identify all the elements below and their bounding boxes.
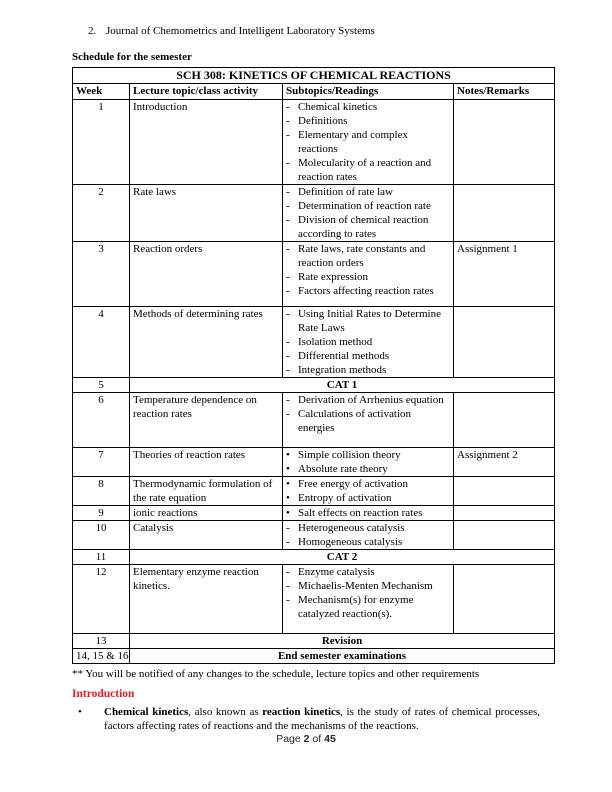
- subtopic-text: Using Initial Rates to Determine Rate Laws: [298, 308, 441, 334]
- bullet-icon: •: [78, 706, 82, 718]
- dash-bullet-icon: -: [286, 214, 290, 226]
- subtopic-line: [286, 462, 450, 476]
- subtopic-text: Definition of rate law: [298, 186, 393, 198]
- subtopic-line: [286, 349, 450, 363]
- subtopic-text: Homogeneous catalysis: [298, 536, 403, 548]
- subtopics-cell: [283, 448, 454, 477]
- table-title: SCH 308: KINETICS OF CHEMICAL REACTIONS: [73, 68, 555, 84]
- notes-cell: [454, 185, 555, 242]
- notes-cell: [454, 565, 555, 634]
- dash-bullet-icon: -: [286, 115, 290, 127]
- dash-bullet-icon: -: [286, 243, 290, 255]
- dash-bullet-icon: -: [286, 200, 290, 212]
- notes-cell: [454, 521, 555, 550]
- table-row: [73, 393, 555, 448]
- footer-page-number: 2: [303, 733, 310, 745]
- subtopic-text: Division of chemical reaction according to rates: [298, 214, 429, 240]
- subtopic-line: [286, 156, 450, 184]
- subtopic-text: Michaelis-Menten Mechanism: [298, 580, 433, 592]
- dash-bullet-icon: -: [286, 522, 290, 534]
- week-cell: 14, 15 & 16: [73, 649, 130, 664]
- week-cell: 4: [73, 307, 130, 378]
- dot-bullet-icon: •: [286, 507, 290, 519]
- dash-bullet-icon: -: [286, 271, 290, 283]
- schedule-footnote: ** You will be notified of any changes to the schedule, lecture topics and other requirements: [72, 668, 480, 680]
- week-cell: 13: [73, 634, 130, 649]
- subtopics-cell: [283, 565, 454, 634]
- schedule-table-body: [73, 100, 555, 664]
- subtopic-line: [286, 100, 450, 114]
- introduction-heading: Introduction: [72, 688, 135, 700]
- subtopic-text: Mechanism(s) for enzyme catalyzed reaction(s).: [298, 594, 414, 620]
- subtopic-text: Enzyme catalysis: [298, 566, 375, 578]
- notes-cell: [454, 393, 555, 448]
- column-header-topic: Lecture topic/class activity: [130, 84, 283, 100]
- dash-bullet-icon: -: [286, 364, 290, 376]
- subtopic-line: [286, 363, 450, 377]
- subtopic-line: [286, 270, 450, 284]
- subtopic-line: [286, 213, 450, 241]
- subtopic-text: Absolute rate theory: [298, 463, 388, 475]
- bold-term: reaction kinetics: [262, 706, 341, 718]
- table-row: [73, 307, 555, 378]
- week-cell: 1: [73, 100, 130, 185]
- week-cell: 9: [73, 506, 130, 521]
- week-cell: 3: [73, 242, 130, 307]
- subtopics-cell: [283, 393, 454, 448]
- subtopic-line: [286, 199, 450, 213]
- table-title-row: [73, 68, 555, 84]
- topic-cell: Methods of determining rates: [130, 307, 283, 378]
- column-header-week: Week: [73, 84, 130, 100]
- dash-bullet-icon: -: [286, 566, 290, 578]
- subtopics-cell: [283, 521, 454, 550]
- subtopic-line: [286, 506, 450, 520]
- week-cell: 8: [73, 477, 130, 506]
- table-row: [73, 100, 555, 185]
- list-item-text: Journal of Chemometrics and Intelligent Laboratory Systems: [106, 25, 375, 37]
- week-cell: 7: [73, 448, 130, 477]
- dash-bullet-icon: -: [286, 350, 290, 362]
- footer-page-total: 45: [324, 733, 336, 745]
- topic-cell: Rate laws: [130, 185, 283, 242]
- dash-bullet-icon: -: [286, 580, 290, 592]
- topic-cell: Reaction orders: [130, 242, 283, 307]
- week-cell: 11: [73, 550, 130, 565]
- merged-cell: CAT 2: [130, 550, 555, 565]
- subtopic-text: Calculations of activation energies: [298, 408, 412, 434]
- subtopics-cell: [283, 506, 454, 521]
- notes-cell: Assignment 1: [454, 242, 555, 307]
- dash-bullet-icon: -: [286, 186, 290, 198]
- subtopic-line: [286, 521, 450, 535]
- footer-label-page: Page: [276, 733, 301, 745]
- subtopic-line: [286, 128, 450, 156]
- topic-cell: Temperature dependence on reaction rates: [130, 393, 283, 448]
- notes-cell: [454, 506, 555, 521]
- subtopic-line: [286, 185, 450, 199]
- subtopic-line: [286, 407, 450, 435]
- table-row: [73, 521, 555, 550]
- week-cell: 10: [73, 521, 130, 550]
- subtopic-text: Rate expression: [298, 271, 368, 283]
- subtopic-text: Elementary and complex reactions: [298, 129, 408, 155]
- dot-bullet-icon: •: [286, 463, 290, 475]
- table-row: [73, 649, 555, 664]
- subtopic-line: [286, 477, 450, 491]
- topic-cell: Catalysis: [130, 521, 283, 550]
- dot-bullet-icon: •: [286, 492, 290, 504]
- bold-term: Chemical kinetics: [104, 706, 189, 718]
- subtopic-text: Isolation method: [298, 336, 373, 348]
- subtopic-line: [286, 491, 450, 505]
- dot-bullet-icon: •: [286, 449, 290, 461]
- paragraph-text: , also known as: [188, 706, 263, 718]
- dash-bullet-icon: -: [286, 129, 290, 141]
- subtopic-line: [286, 448, 450, 462]
- page-footer: [0, 732, 612, 746]
- dash-bullet-icon: -: [286, 101, 290, 113]
- table-row: [73, 634, 555, 649]
- table-row: [73, 185, 555, 242]
- introduction-paragraph-text: [104, 705, 540, 733]
- topic-cell: Theories of reaction rates: [130, 448, 283, 477]
- subtopic-text: Integration methods: [298, 364, 387, 376]
- subtopic-text: Molecularity of a reaction and reaction rates: [298, 157, 432, 183]
- merged-cell: End semester examinations: [130, 649, 555, 664]
- subtopic-text: Definitions: [298, 115, 348, 127]
- subtopic-line: [286, 565, 450, 579]
- subtopic-text: Heterogeneous catalysis: [298, 522, 405, 534]
- subtopics-cell: [283, 477, 454, 506]
- topic-cell: Introduction: [130, 100, 283, 185]
- paragraph-text: , is the study of rates of chemical processes, factors affecting rates of reactions and the mechanisms of the reactions.: [104, 706, 540, 732]
- dash-bullet-icon: -: [286, 285, 290, 297]
- merged-cell: Revision: [130, 634, 555, 649]
- subtopic-text: Salt effects on reaction rates: [298, 507, 423, 519]
- dash-bullet-icon: -: [286, 157, 290, 169]
- table-row: [73, 378, 555, 393]
- footer-label-of: of: [312, 733, 322, 745]
- table-row: [73, 550, 555, 565]
- table-row: [73, 506, 555, 521]
- column-header-notes: Notes/Remarks: [454, 84, 555, 100]
- dash-bullet-icon: -: [286, 408, 290, 420]
- week-cell: 6: [73, 393, 130, 448]
- topic-cell: ionic reactions: [130, 506, 283, 521]
- subtopic-text: Simple collision theory: [298, 449, 401, 461]
- week-cell: 5: [73, 378, 130, 393]
- subtopic-line: [286, 593, 450, 621]
- introduction-paragraph: [72, 705, 540, 733]
- column-header-subtopics: Subtopics/Readings: [283, 84, 454, 100]
- week-cell: 2: [73, 185, 130, 242]
- subtopic-text: Determination of reaction rate: [298, 200, 431, 212]
- notes-cell: Assignment 2: [454, 448, 555, 477]
- subtopic-line: [286, 335, 450, 349]
- subtopic-text: Derivation of Arrhenius equation: [298, 394, 444, 406]
- subtopic-text: Rate laws, rate constants and reaction orders: [298, 243, 426, 269]
- merged-cell: CAT 1: [130, 378, 555, 393]
- subtopics-cell: [283, 100, 454, 185]
- dash-bullet-icon: -: [286, 336, 290, 348]
- schedule-table: [72, 67, 555, 664]
- subtopics-cell: [283, 185, 454, 242]
- dash-bullet-icon: -: [286, 308, 290, 320]
- subtopic-text: Entropy of activation: [298, 492, 392, 504]
- schedule-heading: Schedule for the semester: [72, 51, 192, 63]
- topic-cell: Thermodynamic formulation of the rate equation: [130, 477, 283, 506]
- schedule-table-head: [73, 68, 555, 100]
- subtopic-line: [286, 579, 450, 593]
- subtopic-text: Chemical kinetics: [298, 101, 378, 113]
- notes-cell: [454, 477, 555, 506]
- subtopic-line: [286, 114, 450, 128]
- dash-bullet-icon: -: [286, 594, 290, 606]
- topic-cell: Elementary enzyme reaction kinetics.: [130, 565, 283, 634]
- page-content: [72, 24, 554, 733]
- subtopic-line: [286, 393, 450, 407]
- subtopic-line: [286, 307, 450, 335]
- subtopic-text: Differential methods: [298, 350, 390, 362]
- subtopic-line: [286, 242, 450, 270]
- subtopic-text: Factors affecting reaction rates: [298, 285, 434, 297]
- subtopic-text: Free energy of activation: [298, 478, 409, 490]
- dot-bullet-icon: •: [286, 478, 290, 490]
- week-cell: 12: [73, 565, 130, 634]
- subtopic-line: [286, 284, 450, 298]
- table-row: [73, 477, 555, 506]
- table-header-row: [73, 84, 555, 100]
- list-item-number: 2.: [88, 25, 97, 37]
- reference-list-item: [88, 24, 554, 38]
- subtopic-line: [286, 535, 450, 549]
- notes-cell: [454, 100, 555, 185]
- dash-bullet-icon: -: [286, 536, 290, 548]
- subtopics-cell: [283, 307, 454, 378]
- subtopics-cell: [283, 242, 454, 307]
- table-row: [73, 565, 555, 634]
- notes-cell: [454, 307, 555, 378]
- table-row: [73, 448, 555, 477]
- dash-bullet-icon: -: [286, 394, 290, 406]
- table-row: [73, 242, 555, 307]
